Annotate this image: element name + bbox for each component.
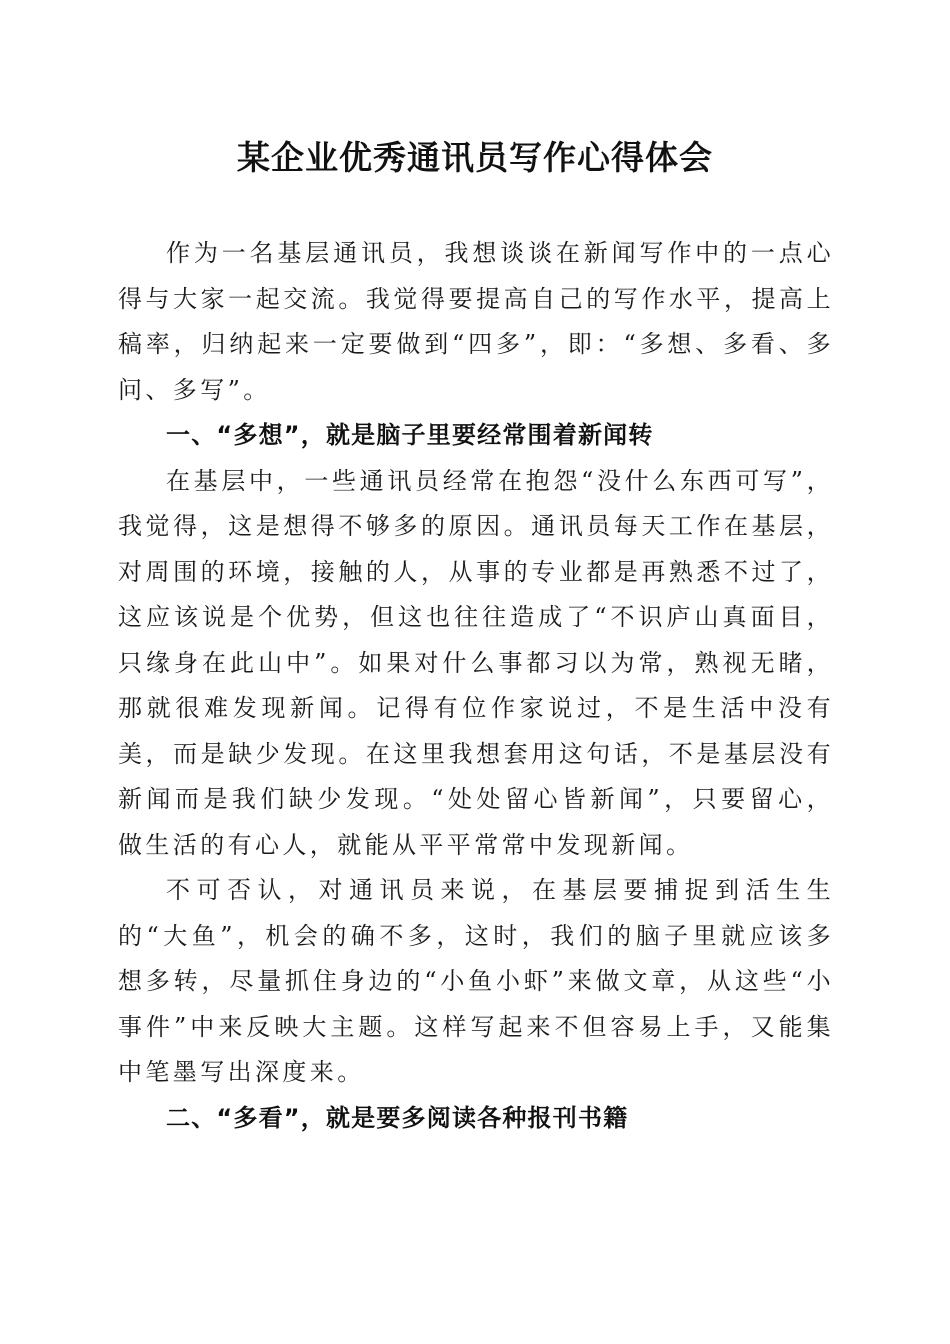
section-2-heading: 二、“多看”，就是要多阅读各种报刊书籍: [166, 1103, 629, 1132]
document-body: [118, 231, 834, 1141]
section-1-paragraph-1: 在基层中，一些通讯员经常在抱怨“没什么东西可写”，我觉得，这是想得不够多的原因。通讯员每天工作在基层，对周围的环境，接触的人，从事的专业都是再熟悉不过了，这应该说是个优势，但这也往往造成了“不识庐山真面目，只缘身在此山中”。如果对什么事都习以为常，熟视无睹，那就很难发现新闻。记得有位作家说过，不是生活中没有美，而是缺少发现。在这里我想套用这句话，不是基层没有新闻而是我们缺少发现。“处处留心皆新闻”，只要留心，做生活的有心人，就能从平平常常中发现新闻。: [118, 466, 834, 859]
section-1-paragraph-2: 不可否认，对通讯员来说，在基层要捕捉到活生生的“大鱼”，机会的确不多，这时，我们的脑子里就应该多想多转，尽量抓住身边的“小鱼小虾”来做文章，从这些“小事件”中来反映大主题。这样写起来不但容易上手，又能集中笔墨写出深度来。: [118, 876, 834, 1086]
document-title: 某企业优秀通讯员写作心得体会: [237, 138, 713, 177]
section-1-heading: 一、“多想”，就是脑子里要经常围着新闻转: [166, 421, 654, 449]
intro-paragraph: 作为一名基层通讯员，我想谈谈在新闻写作中的一点心得与大家一起交流。我觉得要提高自己的写作水平，提高上稿率，归纳起来一定要做到“四多”，即：“多想、多看、多问、多写”。: [118, 239, 834, 404]
